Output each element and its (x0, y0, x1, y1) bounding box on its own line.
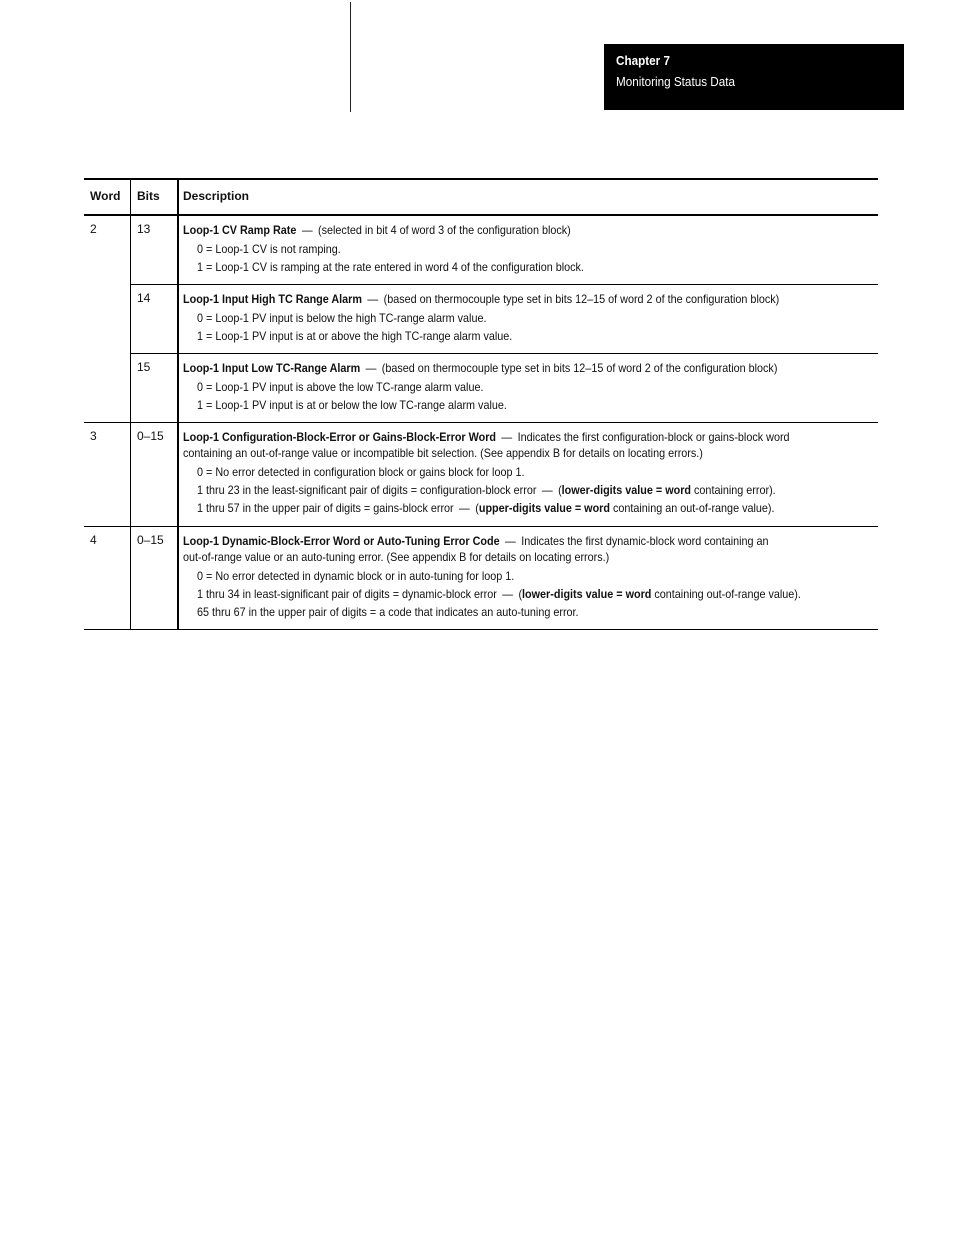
bits-cell: 0–15 (137, 533, 164, 547)
description-cell: Loop-1 Input Low TC-Range Alarm — (based on thermocouple type set in bits 12–15 of word 2 of the configuration block) 0 = Loop-1 PV input is above the low TC-range alarm value. 1 = Loop-1 PV input is at or below the low TC-range alarm value. (183, 360, 872, 413)
description-cell: Loop-1 Dynamic-Block-Error Word or Auto-Tuning Error Code — Indicates the first dynamic-block word containing an out-of-range value or an auto-tuning error. (See appendix B for details on locating errors.) 0 = No error detected in dynamic block or in auto-tuning for loop 1. 1 thru 34 in least-significant pair of digits = dynamic-block error — (lower-digits value = word containing out-of-range value). 65 thru 67 in the upper pair of digits = a code that indicates an auto-tuning error. (183, 533, 872, 620)
table-row (84, 527, 878, 630)
table-header-row (84, 178, 878, 216)
column-header-bits: Bits (137, 189, 160, 203)
field-title: Loop-1 CV Ramp Rate (183, 223, 297, 237)
bits-cell: 15 (137, 360, 151, 374)
value-line: 1 thru 57 in the upper pair of digits = gains-block error — (upper-digits value = word containing an out-of-range value). (197, 501, 775, 515)
chapter-header (604, 44, 904, 110)
chapter-number: Chapter 7 (616, 53, 670, 68)
value-line: 0 = Loop-1 PV input is below the high TC-range alarm value. (197, 311, 487, 325)
field-title: Loop-1 Input High TC Range Alarm (183, 292, 363, 306)
description-cell: Loop-1 CV Ramp Rate — (selected in bit 4 of word 3 of the configuration block) 0 = Loop-1 CV is not ramping. 1 = Loop-1 CV is ramping at the rate entered in word 4 of the configuration block. (183, 222, 872, 275)
description-cell: Loop-1 Input High TC Range Alarm — (based on thermocouple type set in bits 12–15 of word 2 of the configuration block) 0 = Loop-1 PV input is below the high TC-range alarm value. 1 = Loop-1 PV input is at or above the high TC-range alarm value. (183, 291, 872, 344)
table-row (84, 285, 878, 353)
description-cell: Loop-1 Configuration-Block-Error or Gains-Block-Error Word — Indicates the first configuration-block or gains-block word containing an out-of-range value or incompatible bit selection. (See appendix B for details on locating errors.) 0 = No error detected in configuration block or gains block for loop 1. 1 thru 23 in the least-significant pair of digits = configuration-block error — (lower-digits value = word containing error). 1 thru 57 in the upper pair of digits = gains-block error — (upper-digits value = word containing an out-of-range value). (183, 429, 872, 516)
field-intro-continued: containing an out-of-range value or incompatible bit selection. (See appendix B for details on locating errors.) (183, 446, 703, 460)
table-row (84, 216, 878, 284)
page-divider-line (350, 2, 351, 112)
value-line: 0 = Loop-1 PV input is above the low TC-range alarm value. (197, 380, 484, 394)
value-line: 1 thru 23 in the least-significant pair of digits = configuration-block error — (lower-digits value = word containing error). (197, 483, 776, 497)
field-intro: Indicates the first configuration-block or gains-block word (517, 430, 790, 444)
value-line: 0 = Loop-1 CV is not ramping. (197, 242, 341, 256)
bits-cell: 0–15 (137, 429, 164, 443)
value-line: 1 = Loop-1 PV input is at or below the low TC-range alarm value. (197, 398, 507, 412)
column-header-word: Word (90, 189, 121, 203)
field-intro: (based on thermocouple type set in bits 12–15 of word 2 of the configuration block) (381, 361, 778, 375)
chapter-title: Monitoring Status Data (616, 74, 736, 89)
field-title: Loop-1 Input Low TC-Range Alarm (183, 361, 361, 375)
value-line: 1 = Loop-1 CV is ramping at the rate entered in word 4 of the configuration block. (197, 260, 584, 274)
value-line: 1 thru 34 in least-significant pair of digits = dynamic-block error — (lower-digits value = word containing out-of-range value). (197, 587, 801, 601)
value-line: 0 = No error detected in configuration block or gains block for loop 1. (197, 465, 525, 479)
field-intro-continued: out-of-range value or an auto-tuning error. (See appendix B for details on locating errors.) (183, 550, 610, 564)
word-cell: 4 (90, 533, 97, 547)
field-title: Loop-1 Dynamic-Block-Error Word or Auto-Tuning Error Code (183, 534, 500, 548)
field-intro: (selected in bit 4 of word 3 of the configuration block) (318, 223, 571, 237)
value-line: 0 = No error detected in dynamic block or in auto-tuning for loop 1. (197, 569, 515, 583)
field-intro: Indicates the first dynamic-block word containing an (521, 534, 769, 548)
bits-cell: 13 (137, 222, 151, 236)
value-line: 65 thru 67 in the upper pair of digits = a code that indicates an auto-tuning error. (197, 605, 579, 619)
table-row (84, 354, 878, 423)
table-row (84, 423, 878, 527)
field-intro: (based on thermocouple type set in bits 12–15 of word 2 of the configuration block) (383, 292, 780, 306)
value-line: 1 = Loop-1 PV input is at or above the high TC-range alarm value. (197, 329, 513, 343)
word-cell: 2 (90, 222, 97, 236)
bits-cell: 14 (137, 291, 151, 305)
field-title: Loop-1 Configuration-Block-Error or Gains-Block-Error Word (183, 430, 497, 444)
word-cell: 3 (90, 429, 97, 443)
status-word-table (84, 178, 878, 630)
column-header-description: Description (183, 189, 250, 203)
